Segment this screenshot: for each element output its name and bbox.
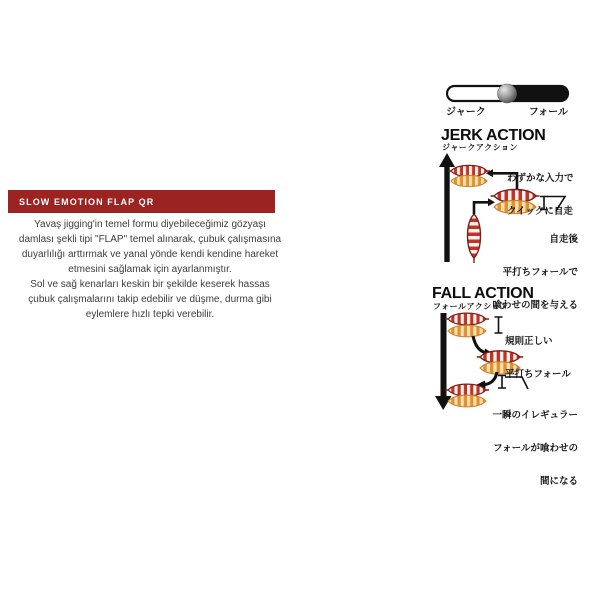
jig-illustration-jerk-top: [448, 165, 490, 186]
jig-illustration-fall-3: [445, 384, 489, 407]
description-line: etmesini sağlamak için ayarlanmıştır.: [68, 264, 232, 275]
gauge-label-jerk: ジャーク: [446, 107, 486, 118]
product-title-banner: [8, 190, 275, 213]
description-line: damlası şekli tipi "FLAP" temel alınarak, çubuk çalışmasına: [18, 234, 282, 245]
jerk-fall-gauge: [447, 84, 568, 103]
fall-note-irregular: 一瞬のイレギュラー フォールが喰わせの 間になる: [492, 410, 578, 487]
product-title-label: SLOW EMOTION FLAP QR: [19, 196, 155, 207]
jerk-action-title: JERK ACTION: [441, 127, 546, 144]
gauge-label-fall: フォール: [528, 107, 568, 118]
jig-illustration-fall-1: [445, 313, 489, 337]
jerk-note-quick: わずかな入力で クイックに自走: [507, 173, 574, 217]
action-diagram: [430, 72, 600, 487]
fall-down-arrow: [435, 313, 452, 410]
fall-action-title: FALL ACTION: [432, 285, 534, 302]
jerk-note-pause: 自走後 平打ちフォールで 喰わせの間を与える: [492, 234, 578, 311]
product-description: [0, 217, 300, 322]
gauge-ball: [498, 84, 517, 103]
fall-note-regular: 規則正しい 平打ちフォール: [505, 336, 571, 380]
description-line: çubuk çalışmalarını takip edebilir ve düşme, durma gibi: [28, 294, 272, 305]
jerk-action-subtitle: ジャークアクション: [442, 143, 518, 152]
description-line: Yavaş jigging'in temel formu diyebileceğimiz gözyaşı: [34, 219, 266, 230]
description-line: Sol ve sağ kenarları keskin bir şekilde keserek hassas: [30, 279, 270, 290]
description-line: eylemlere hızlı tepki verebilir.: [85, 309, 215, 320]
description-line: duyarlılığı arttırmak ve yanal yönde kendi kendine hareket: [21, 249, 279, 260]
fall-action-subtitle: フォールアクション: [433, 302, 509, 311]
